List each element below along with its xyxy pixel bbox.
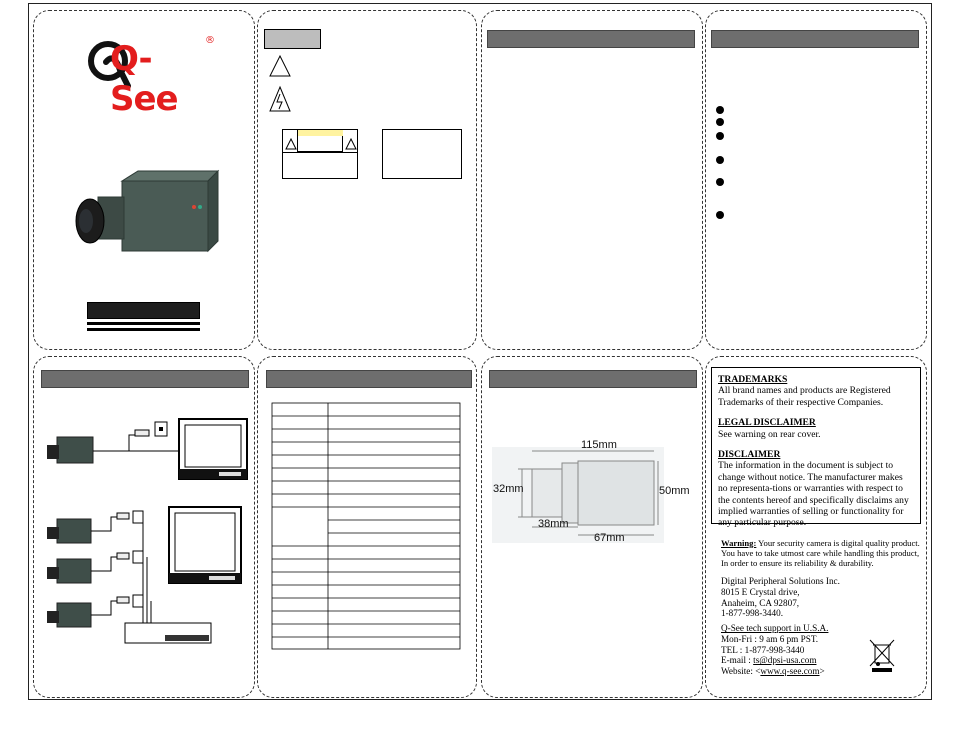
installation-header-bar [41,370,249,388]
panel-legal-contact [705,356,927,698]
panel-specifications [257,356,477,698]
specifications-header-bar [266,370,472,388]
bullet-6-icon [716,211,724,219]
q-see-logo [84,31,216,119]
trademarks-text: All brand names and products are Registered Trademarks of their respective Companies. [718,385,891,408]
dimensions-header-bar [489,370,697,388]
dimension-height-right: 50mm [659,485,690,497]
cover-title-bar [87,302,200,319]
panel-introduction [481,10,703,350]
dimension-body-length: 67mm [594,532,625,544]
bullet-4-icon [716,156,724,164]
support-email-label: E-mail : [721,655,754,666]
warning-line-2: You have to take utmost care while handling this product, [721,548,920,559]
dimension-height-left: 32mm [493,483,524,495]
multi-camera-connection-diagram [39,507,254,657]
legal-disclaimer-heading: LEGAL DISCLAIMER [718,417,816,429]
legal-box [711,367,921,529]
bullet-5-icon [716,178,724,186]
support-tel: TEL : 1-877-998-3440 [721,644,805,655]
warning-block [721,538,926,569]
support-email-link[interactable]: ts@dpsi-usa.com [753,655,817,666]
specifications-table [272,403,462,653]
electric-shock-warning-icon [269,86,291,112]
panel-cover [33,10,255,350]
label-triangle-right-icon [346,139,356,149]
yellow-strip [298,130,343,136]
label-triangle-left-icon [286,139,296,149]
company-name: Digital Peripheral Solutions Inc. [721,576,840,586]
company-street: 8015 E Crystal drive, [721,586,800,597]
support-block [721,623,871,677]
caution-label-box [264,29,321,49]
panel-dimensions [481,356,703,698]
registered-mark: ® [205,35,215,46]
logo-text: Q-See [110,39,178,119]
warning-line-3: In order to ensure its reliability & durability. [721,558,874,569]
camera-small-icon [47,437,93,463]
company-phone: 1-877-998-3440. [721,608,784,619]
camera-dimension-drawing [492,447,664,543]
cover-rule-1 [87,322,200,325]
panel-installation [33,356,255,698]
bullet-3-icon [716,132,724,140]
bullet-1-icon [716,106,724,114]
dimension-lens-length: 38mm [538,518,569,530]
panel-features [705,10,927,350]
caution-label-diagram [282,129,358,179]
support-website-link[interactable]: www.q-see.com [760,666,820,677]
features-header-bar [711,30,919,48]
legal-disclaimer-text: See warning on rear cover. [718,428,821,440]
box-camera-image [68,169,218,269]
single-camera-connection-diagram [39,405,254,485]
support-website-end: > [819,666,825,677]
secondary-label-diagram [382,129,462,179]
panel-warnings [257,10,477,350]
warning-triangle-icon [269,55,291,77]
support-heading: Q-See tech support in U.S.A. [721,623,829,633]
warning-label: Warning: [721,538,757,548]
disclaimer-heading: DISCLAIMER [718,449,781,461]
warning-line-1: Your security camera is digital quality product. [756,538,920,548]
support-website-label: Website: < [721,666,761,677]
dimension-width-total: 115mm [581,439,617,451]
caution-label-highlight [297,130,343,152]
company-city: Anaheim, CA 92807, [721,597,800,608]
disclaimer-text: The information in the document is subject to change without notice. The manufacturer makes no representa-tions or warranties with respect to the contents hereof and specifically disclaims any implied warranties of selling or functionality for any particular purpose. [718,460,909,529]
section-header-bar [487,30,695,48]
company-address [721,576,901,619]
trademarks-heading: TRADEMARKS [718,374,788,385]
cover-rule-2 [87,328,200,331]
manual-sheet [28,3,932,700]
weee-crossed-bin-icon [869,639,895,673]
label-divider [283,152,358,153]
bullet-2-icon [716,118,724,126]
support-hours: Mon-Fri : 9 am 6 pm PST. [721,633,819,644]
